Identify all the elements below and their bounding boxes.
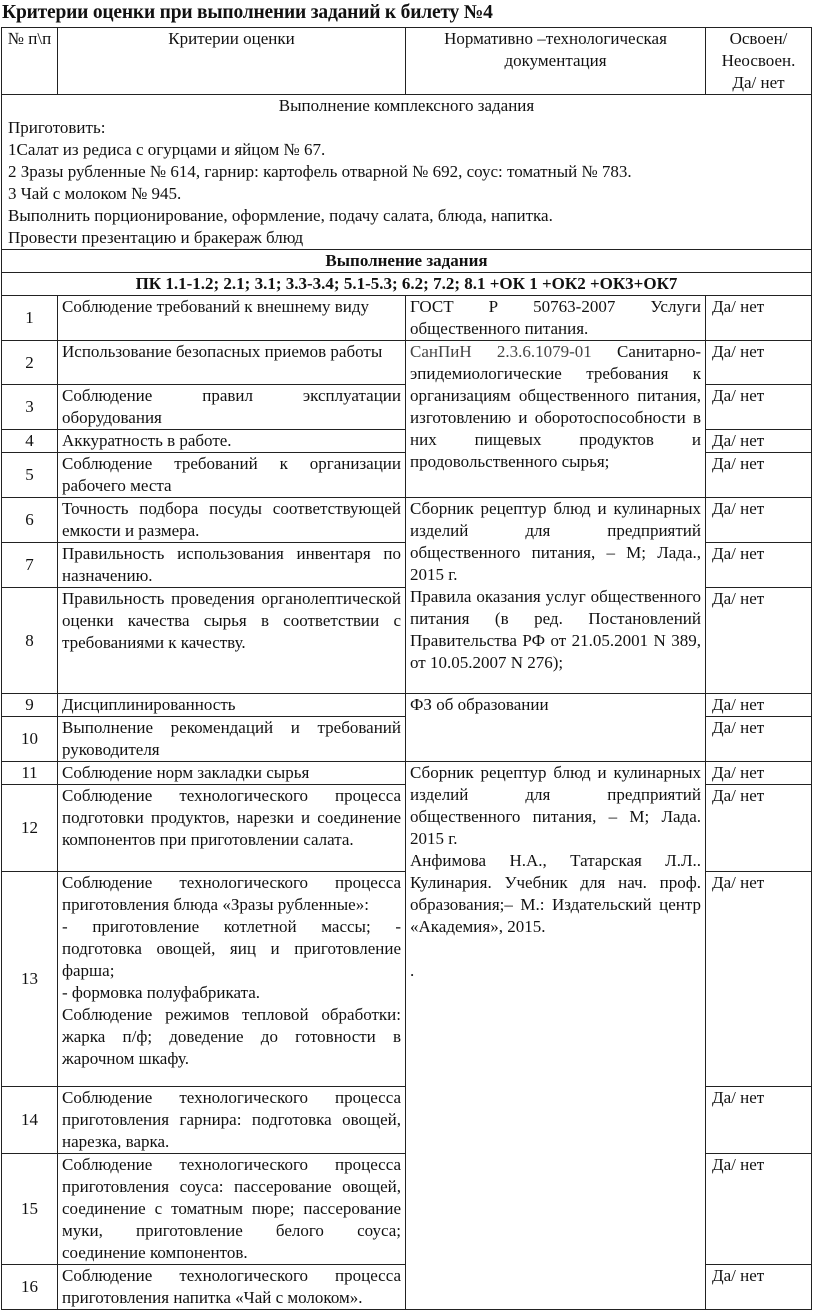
- complex-task-cell: [2, 95, 812, 250]
- status-cell[interactable]: Да/ нет: [706, 694, 812, 717]
- doc-dot: .: [410, 961, 415, 980]
- task-line: Приготовить:: [8, 118, 106, 137]
- header-status: Освоен/ Неосвоен. Да/ нет: [706, 28, 812, 95]
- doc-textbook: Анфимова Н.А., Татарская Л.Л.. Кулинария. Учебник для нач. проф. образования;– М.: Издательский центр «Академия», 2015.: [410, 851, 701, 936]
- status-cell[interactable]: Да/ нет: [706, 1154, 812, 1265]
- header-num: № п\п: [2, 28, 58, 95]
- sanpin-text: Санитарно-эпидемиологические требования к организациям общественного питания, изготовлению и оборотоспособности в них пищевых продуктов и продовольственного сырья;: [410, 342, 701, 471]
- criterion-cell: Соблюдение правил эксплуатации оборудования: [58, 385, 406, 430]
- row-number: 4: [2, 430, 58, 453]
- criterion-cell: Соблюдение технологического процесса подготовки продуктов, нарезки и соединение компонентов при приготовлении салата.: [58, 785, 406, 872]
- section-heading-row: [2, 250, 812, 273]
- row-number: 5: [2, 453, 58, 498]
- status-cell[interactable]: Да/ нет: [706, 341, 812, 385]
- table-row: [2, 498, 812, 543]
- status-cell[interactable]: Да/ нет: [706, 785, 812, 872]
- row-number: 7: [2, 543, 58, 588]
- doc-gost: ГОСТ Р 50763-2007 Услуги общественного питания.: [406, 296, 706, 341]
- row-number: 11: [2, 762, 58, 785]
- competencies-row: [2, 273, 812, 296]
- task-line: Провести презентацию и бракераж блюд: [8, 228, 304, 247]
- table-row: [2, 296, 812, 341]
- row-number: 15: [2, 1154, 58, 1265]
- row-number: 8: [2, 588, 58, 694]
- row-number: 3: [2, 385, 58, 430]
- criterion-cell: Дисциплинированность: [58, 694, 406, 717]
- criterion-line: Соблюдение режимов тепловой обработки: жарка п/ф; доведение до готовности в жарочном шкафу.: [62, 1005, 401, 1068]
- doc-recipes: Сборник рецептур блюд и кулинарных изделий для предприятий общественного питания, – М; Лада. 2015 г.: [410, 763, 701, 848]
- table-row: [2, 762, 812, 785]
- criterion-cell: [58, 872, 406, 1087]
- task-line: 3 Чай с молоком № 945.: [8, 184, 182, 203]
- task-line: Выполнить порционирование, оформление, подачу салата, блюда, напитка.: [8, 206, 553, 225]
- row-number: 9: [2, 694, 58, 717]
- row-number: 10: [2, 717, 58, 762]
- doc-rules: Правила оказания услуг общественного питания (в ред. Постановлений Правительства РФ от 21.05.2001 N 389, от 10.05.2007 N 276);: [410, 587, 701, 672]
- document-title: Критерии оценки при выполнении заданий к билету №4: [2, 2, 493, 23]
- row-number: 1: [2, 296, 58, 341]
- row-number: 6: [2, 498, 58, 543]
- row-number: 12: [2, 785, 58, 872]
- criterion-cell: Правильность использования инвентаря по назначению.: [58, 543, 406, 588]
- criterion-cell: Соблюдение требований к внешнему виду: [58, 296, 406, 341]
- row-number: 14: [2, 1087, 58, 1154]
- status-cell[interactable]: Да/ нет: [706, 498, 812, 543]
- table-row: [2, 694, 812, 717]
- criterion-cell: Аккуратность в работе.: [58, 430, 406, 453]
- row-number: 13: [2, 872, 58, 1087]
- criterion-line: - приготовление котлетной массы; - подготовка овощей, яиц и приготовление фарша;: [62, 917, 401, 980]
- criterion-line: Соблюдение технологического процесса приготовления блюда «Зразы рубленные»:: [62, 873, 401, 914]
- complex-task-heading: Выполнение комплексного задания: [278, 96, 535, 115]
- table-row: [2, 341, 812, 385]
- doc-recipes-and-rules: [406, 498, 706, 694]
- status-cell[interactable]: Да/ нет: [706, 385, 812, 430]
- row-number: 16: [2, 1265, 58, 1310]
- criterion-cell: Точность подбора посуды соответствующей емкости и размера.: [58, 498, 406, 543]
- criterion-cell: Соблюдение технологического процесса приготовления соуса: пассерование овощей, соединение с томатным пюре; пассерование муки, приготовление белого соуса; соединение компонентов.: [58, 1154, 406, 1265]
- sanpin-code: СанПиН 2.3.6.1079-01: [410, 342, 592, 361]
- doc-sanpin: [406, 341, 706, 498]
- status-cell[interactable]: Да/ нет: [706, 717, 812, 762]
- status-cell[interactable]: Да/ нет: [706, 543, 812, 588]
- task-line: 2 Зразы рубленные № 614, гарнир: картофель отварной № 692, соус: томатный № 783.: [8, 162, 632, 181]
- status-cell[interactable]: Да/ нет: [706, 588, 812, 694]
- criterion-cell: Соблюдение технологического процесса приготовления гарнира: подготовка овощей, нарезка, варка.: [58, 1087, 406, 1154]
- status-cell[interactable]: Да/ нет: [706, 762, 812, 785]
- criterion-cell: Соблюдение требований к организации рабочего места: [58, 453, 406, 498]
- criterion-cell: Соблюдение технологического процесса приготовления напитка «Чай с молоком».: [58, 1265, 406, 1310]
- criterion-cell: Использование безопасных приемов работы: [58, 341, 406, 385]
- criterion-cell: Правильность проведения органолептической оценки качества сырья в соответствии с требованиями к качеству.: [58, 588, 406, 694]
- doc-recipes: Сборник рецептур блюд и кулинарных изделий для предприятий общественного питания, – М; Лада., 2015 г.: [410, 499, 701, 584]
- status-cell[interactable]: Да/ нет: [706, 1087, 812, 1154]
- doc-fz: ФЗ об образовании: [406, 694, 706, 762]
- status-cell[interactable]: Да/ нет: [706, 872, 812, 1087]
- header-criteria: Критерии оценки: [58, 28, 406, 95]
- table-header-row: [2, 28, 812, 95]
- status-cell[interactable]: Да/ нет: [706, 1265, 812, 1310]
- task-line: 1Салат из редиса с огурцами и яйцом № 67.: [8, 140, 326, 159]
- doc-recipes-and-textbook: [406, 762, 706, 1310]
- header-docs: Нормативно –технологическая документация: [406, 28, 706, 95]
- status-cell[interactable]: Да/ нет: [706, 296, 812, 341]
- criterion-line: - формовка полуфабриката.: [62, 983, 261, 1002]
- status-cell[interactable]: Да/ нет: [706, 453, 812, 498]
- section-heading: Выполнение задания: [2, 250, 812, 273]
- criterion-cell: Выполнение рекомендаций и требований руководителя: [58, 717, 406, 762]
- complex-task-row: [2, 95, 812, 250]
- criteria-table: [1, 27, 812, 1310]
- row-number: 2: [2, 341, 58, 385]
- criterion-cell: Соблюдение норм закладки сырья: [58, 762, 406, 785]
- competencies: ПК 1.1-1.2; 2.1; 3.1; 3.3-3.4; 5.1-5.3; 6.2; 7.2; 8.1 +ОК 1 +ОК2 +ОК3+ОК7: [2, 273, 812, 296]
- status-cell[interactable]: Да/ нет: [706, 430, 812, 453]
